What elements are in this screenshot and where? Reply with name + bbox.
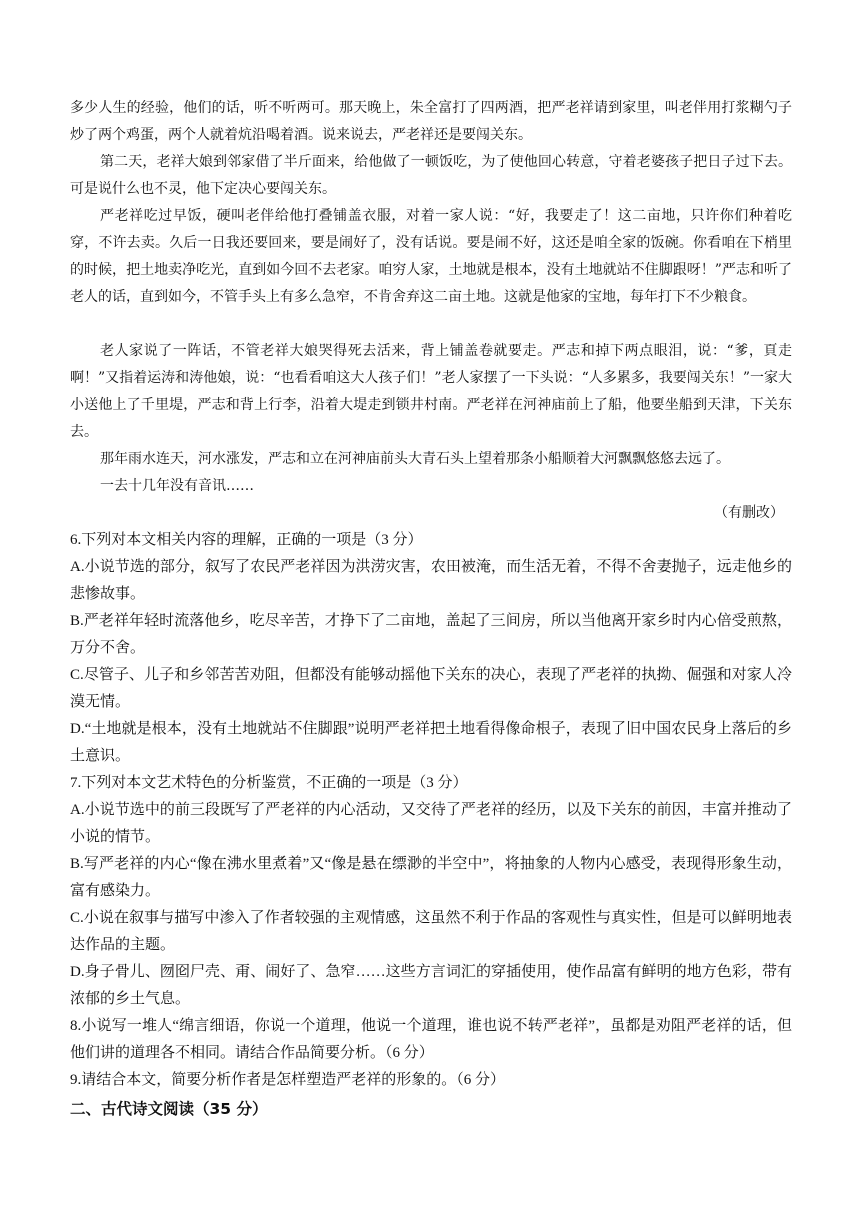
passage-paragraph: 一去十几年没有音讯…… <box>100 478 254 494</box>
section-heading: 二、古代诗文阅读（35 分） <box>70 1100 268 1118</box>
option-6b: B.严老祥年轻时流落他乡，吃尽辛苦，才挣下了二亩地，盖起了三间房，所以当他离开家乡时内心倍受煎熬，万分不舍。 <box>70 613 792 656</box>
option-7b: B.写严老祥的内心“像在沸水里煮着”又“像是悬在缥渺的半空中”，将抽象的人物内心感受，表现得形象生动，富有感染力。 <box>70 856 792 899</box>
option-6d: D.“土地就是根本，没有土地就站不住脚跟”说明严老祥把土地看得像命根子，表现了旧中国农民身上落后的乡土意识。 <box>70 721 792 764</box>
question-6: 6.下列对本文相关内容的理解，正确的一项是（3 分） <box>70 532 423 548</box>
option-7d: D.身子骨儿、囫囵尸壳、甭、闹好了、急窄……这些方言词汇的穿插使用，使作品富有鲜明的地方色彩，带有浓郁的乡土气息。 <box>70 964 792 1007</box>
option-7c: C.小说在叙事与描写中渗入了作者较强的主观情感，这虽然不利于作品的客观性与真实性，但是可以鲜明地表达作品的主题。 <box>70 910 792 953</box>
option-7a: A.小说节选中的前三段既写了严老祥的内心活动，又交待了严老祥的经历，以及下关东的前因，丰富并推动了小说的情节。 <box>70 802 792 845</box>
question-8: 8.小说写一堆人“绵言细语，你说一个道理，他说一个道理，谁也说不转严老祥”，虽都是劝阻严老祥的话，但他们讲的道理各不相同。请结合作品简要分析。（6 分） <box>70 1018 792 1061</box>
question-9: 9.请结合本文，简要分析作者是怎样塑造严老祥的形象的。（6 分） <box>70 1072 506 1088</box>
passage-paragraph: 老人家说了一阵话，不管老祥大娘哭得死去活来，背上铺盖卷就要走。严志和掉下两点眼泪，说：“爹，頁走啊！”又指着运涛和涛他娘，说：“也看看咱这大人孩子们！”老人家摆了一下头说：“人多累多，我要闯关东！”一家大小送他上了千里堤，严志和背上行李，沿着大堤走到锁井村南。严老祥在河神庙前上了船，他要坐船到天津，下关东去。 <box>70 343 792 440</box>
passage-paragraph: 严老祥吃过早饭，硬叫老伴给他打叠铺盖衣服，对着一家人说：“好，我要走了！这二亩地，只许你们种着吃穿，不许去卖。久后一日我还要回来，要是闹好了，没有话说。要是闹不好，这还是咱全家的饭碗。你看咱在下梢里的时候，把土地卖净吃光，直到如今回不去老家。咱穷人家，土地就是根本，没有土地就站不住脚跟呀！”严志和听了老人的话，直到如今，不管手头上有多么急窄，不肯舍弃这二亩土地。这就是他家的宝地，每年打下不少粮食。 <box>70 208 792 305</box>
question-7: 7.下列对本文艺术特色的分析鉴赏，不正确的一项是（3 分） <box>70 775 468 791</box>
edit-note: （有删改） <box>714 505 784 521</box>
passage-paragraph: 那年雨水连天，河水涨发，严志和立在河神庙前头大青石头上望着那条小船顺着大河飘飘悠悠去远了。 <box>100 451 730 467</box>
option-6a: A.小说节选的部分，叙写了农民严老祥因为洪涝灾害，农田被淹，而生活无着，不得不舍妻抛子，远走他乡的悲惨故事。 <box>70 559 792 602</box>
passage-paragraph: 多少人生的经验，他们的话，听不听两可。那天晚上，朱全富打了四两酒，把严老祥请到家里，叫老伴用打浆糊勺子炒了两个鸡蛋，两个人就着炕沿喝着酒。说来说去，严老祥还是要闯关东。 <box>70 100 792 143</box>
option-6c: C.尽管子、儿子和乡邻苦苦劝阻，但都没有能够动摇他下关东的决心，表现了严老祥的执拗、倔强和对家人冷漠无情。 <box>70 667 792 710</box>
passage-paragraph: 第二天，老祥大娘到邻家借了半斤面来，给他做了一顿饭吃，为了使他回心转意，守着老婆孩子把日子过下去。可是说什么也不灵，他下定决心要闯关东。 <box>70 154 792 197</box>
